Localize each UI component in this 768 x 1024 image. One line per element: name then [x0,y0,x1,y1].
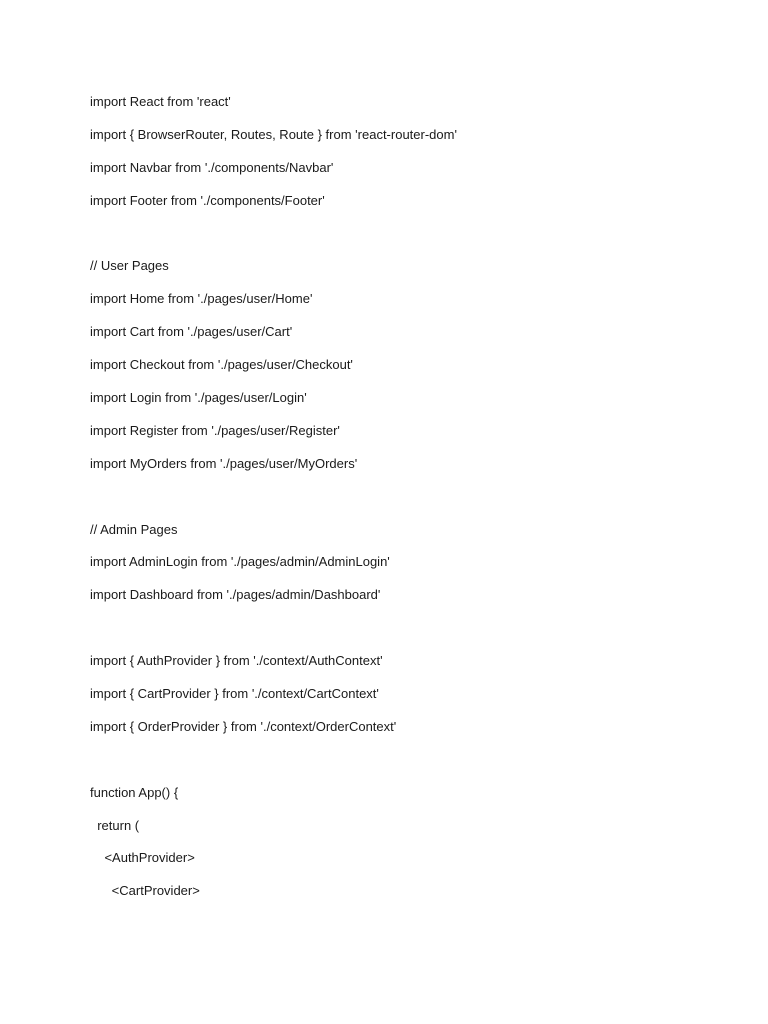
blank-line [90,224,690,257]
code-line: import Dashboard from './pages/admin/Dashboard' [90,587,381,603]
code-line: import Cart from './pages/user/Cart' [90,324,293,340]
code-line: import React from 'react' [90,94,231,109]
code-line: import Navbar from './components/Navbar' [90,159,334,175]
code-line: import { CartProvider } from './context/CartContext' [90,686,379,702]
code-line: import { AuthProvider } from './context/AuthContext' [90,653,383,669]
blank-line [90,750,690,783]
code-line: <CartProvider> [90,883,200,899]
code-line: import Login from './pages/user/Login' [90,390,307,406]
code-line: import { OrderProvider } from './context/OrderContext' [90,718,397,734]
code-comment: // Admin Pages [90,521,178,537]
code-line: <AuthProvider> [90,850,195,866]
code-line: import Footer from './components/Footer' [90,192,325,208]
code-line: return ( [90,817,140,833]
document-body [90,92,690,914]
code-comment: // User Pages [90,258,169,274]
code-line: import Home from './pages/user/Home' [90,291,313,307]
code-line: import MyOrders from './pages/user/MyOrders' [90,455,358,471]
blank-line [90,487,690,520]
blank-line [90,618,690,651]
code-line: import { BrowserRouter, Routes, Route } from 'react-router-dom' [90,126,457,142]
code-line: import AdminLogin from './pages/admin/AdminLogin' [90,554,390,570]
code-line: import Checkout from './pages/user/Checkout' [90,357,353,373]
code-line: function App() { [90,784,179,800]
code-line: import Register from './pages/user/Register' [90,422,340,438]
